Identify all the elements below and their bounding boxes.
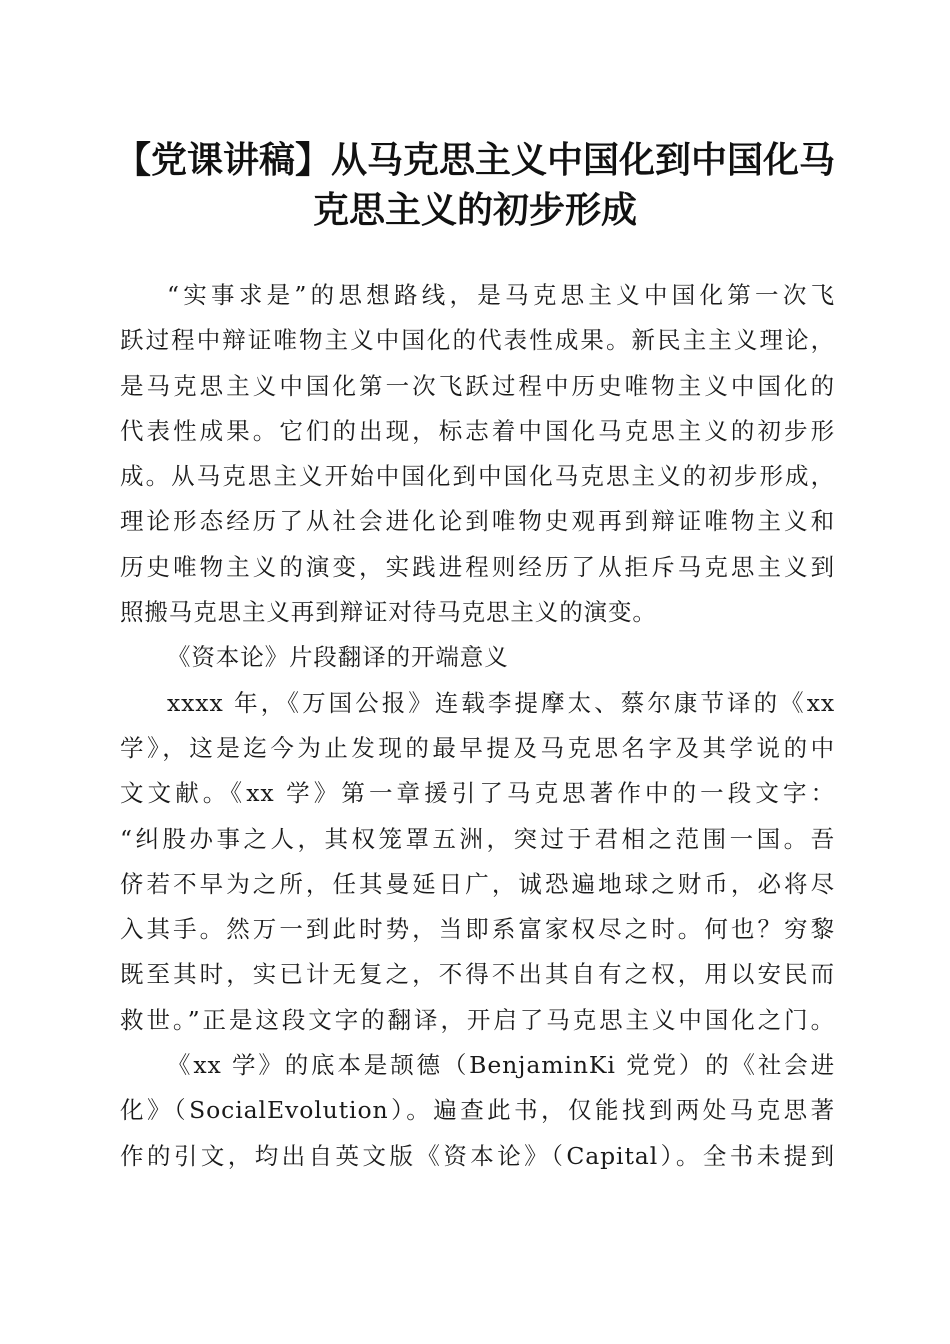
text-line: 学》，这是迄今为止发现的最早提及马克思名字及其学说的中	[120, 733, 835, 762]
text-line: 化》（SocialEvolution）。遍查此书，仅能找到两处马克思著	[120, 1096, 835, 1125]
text-line: 是马克思主义中国化第一次飞跃过程中历史唯物主义中国化的	[120, 371, 835, 400]
title-line: 【党课讲稿】从马克思主义中国化到中国化马	[114, 140, 835, 181]
document-title	[110, 136, 840, 236]
text-line: 救世。”正是这段文字的翻译，开启了马克思主义中国化之门。	[120, 1005, 835, 1034]
text-line: 既至其时，实已计无复之，不得不出其自有之权，用以安民而	[120, 960, 835, 989]
text-line: 理论形态经历了从社会进化论到唯物史观再到辩证唯物主义和	[120, 507, 835, 536]
text-line: 《xx 学》的底本是颉德（BenjaminKi 党党）的《社会进	[167, 1051, 835, 1080]
text-line: 文文献。《xx 学》第一章援引了马克思著作中的一段文字：	[120, 779, 835, 808]
paragraph-3	[120, 1043, 835, 1179]
text-line: “实事求是”的思想路线，是马克思主义中国化第一次飞	[167, 281, 835, 309]
section-heading-paragraph	[120, 635, 835, 680]
title-line: 克思主义的初步形成	[312, 190, 637, 231]
text-line: 侪若不早为之所，任其曼延日广，诚恐遍地球之财币，必将尽	[120, 869, 835, 898]
text-line: 成。从马克思主义开始中国化到中国化马克思主义的初步形成，	[120, 462, 835, 491]
text-line: xxxx 年，《万国公报》连载李提摩太、蔡尔康节译的《xx	[167, 688, 835, 717]
section-heading: 《资本论》片段翻译的开端意义	[167, 643, 509, 672]
text-line: 入其手。然万一到此时势，当即系富家权尽之时。何也？穷黎	[120, 915, 835, 944]
text-line: 跃过程中辩证唯物主义中国化的代表性成果。新民主主义理论，	[120, 326, 835, 355]
paragraph-1	[120, 273, 835, 635]
text-line: “纠股办事之人，其权笼罩五洲，突过于君相之范围一国。吾	[120, 824, 835, 853]
text-line: 历史唯物主义的演变，实践进程则经历了从拒斥马克思主义到	[120, 552, 835, 581]
text-line: 代表性成果。它们的出现，标志着中国化马克思主义的初步形	[120, 416, 835, 445]
document-body	[120, 273, 835, 1179]
paragraph-2	[120, 681, 835, 1043]
text-line: 作的引文，均出自英文版《资本论》（Capital）。全书未提到	[120, 1141, 835, 1170]
text-line: 照搬马克思主义再到辩证对待马克思主义的演变。	[120, 598, 657, 627]
